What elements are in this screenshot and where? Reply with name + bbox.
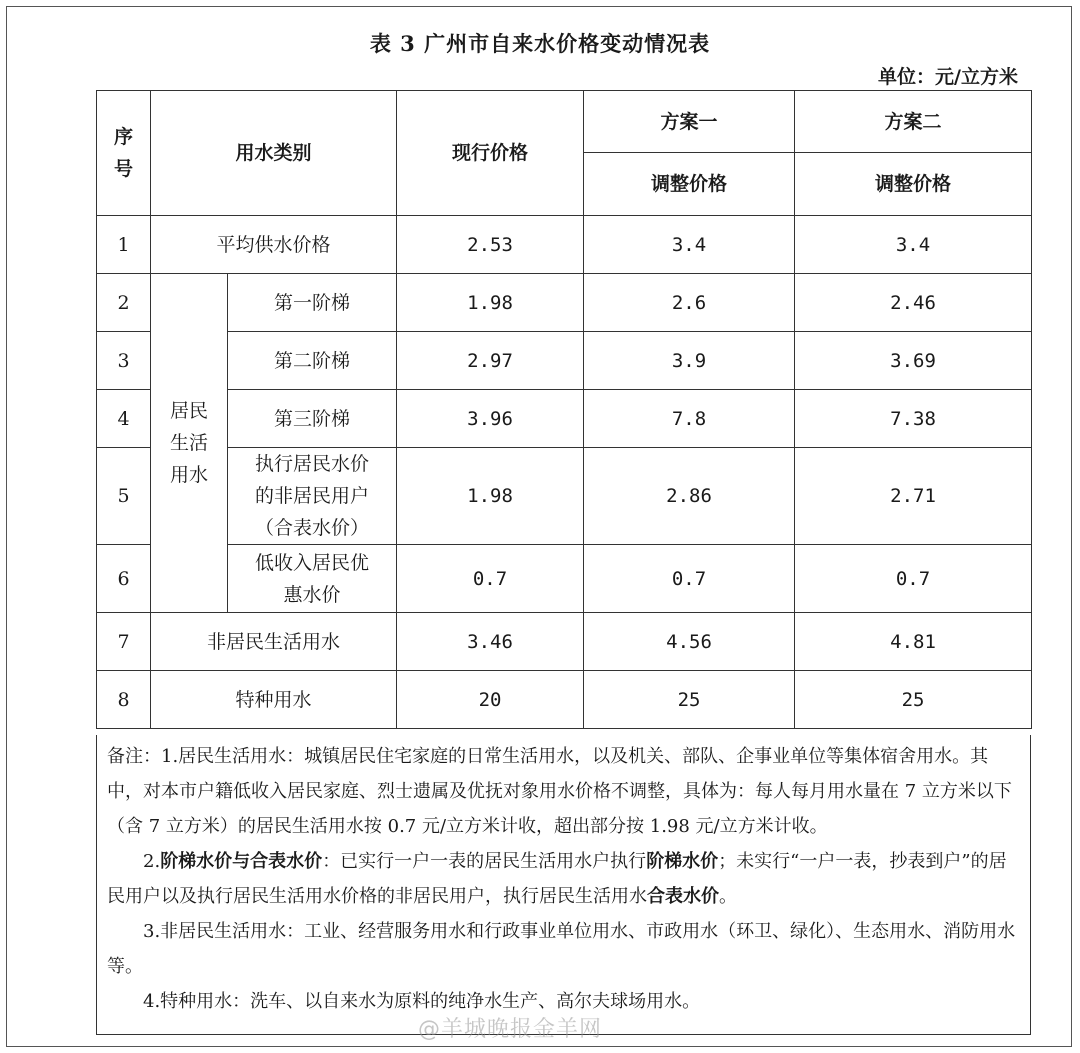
header-adjusted-2: 调整价格 — [795, 153, 1032, 216]
table-row — [97, 613, 1032, 671]
row-category: 平均供水价格 — [151, 216, 397, 274]
row-current-price: 2.53 — [397, 216, 584, 274]
table-row — [97, 545, 1032, 613]
row-category: 第二阶梯 — [228, 332, 397, 390]
header-adjusted-1: 调整价格 — [584, 153, 795, 216]
header-current-price: 现行价格 — [397, 91, 584, 216]
table-title: 表 3 广州市自来水价格变动情况表 — [369, 31, 711, 56]
row-plan1-price: 3.4 — [584, 216, 795, 274]
row-seq: 3 — [97, 332, 151, 390]
row-current-price: 1.98 — [397, 448, 584, 545]
row-current-price: 0.7 — [397, 545, 584, 613]
row-seq: 6 — [97, 545, 151, 613]
row-category: 特种用水 — [151, 671, 397, 729]
row-seq: 4 — [97, 390, 151, 448]
header-row — [97, 91, 1032, 153]
table-row — [97, 216, 1032, 274]
note-4: 4.特种用水：洗车、以自来水为原料的纯净水生产、高尔夫球场用水。 — [143, 991, 701, 1012]
unit-label: 单位：元/立方米 — [878, 66, 1018, 88]
notes-box — [96, 735, 1031, 1035]
row-plan1-price: 7.8 — [584, 390, 795, 448]
row-plan1-price: 3.9 — [584, 332, 795, 390]
price-table — [96, 90, 1032, 729]
table-row — [97, 448, 1032, 545]
note-3: 3.非居民生活用水：工业、经营服务用水和行政事业单位用水、市政用水（环卫、绿化）、生态用水、消防用水等。 — [107, 921, 1016, 977]
row-category: 第一阶梯 — [228, 274, 397, 332]
row-plan1-price: 2.86 — [584, 448, 795, 545]
row-current-price: 20 — [397, 671, 584, 729]
header-seq: 序号 — [97, 91, 151, 216]
row-plan2-price: 3.4 — [795, 216, 1032, 274]
row-category: 低收入居民优惠水价 — [228, 545, 397, 613]
row-plan1-price: 4.56 — [584, 613, 795, 671]
row-seq: 2 — [97, 274, 151, 332]
row-plan2-price: 2.46 — [795, 274, 1032, 332]
table-row — [97, 274, 1032, 332]
row-plan1-price: 25 — [584, 671, 795, 729]
row-plan1-price: 0.7 — [584, 545, 795, 613]
row-plan2-price: 25 — [795, 671, 1032, 729]
table-row — [97, 332, 1032, 390]
row-plan1-price: 2.6 — [584, 274, 795, 332]
row-seq: 8 — [97, 671, 151, 729]
row-seq: 1 — [97, 216, 151, 274]
row-plan2-price: 2.71 — [795, 448, 1032, 545]
header-plan-1: 方案一 — [584, 91, 795, 153]
row-category: 执行居民水价的非居民用户（合表水价） — [228, 448, 397, 545]
row-seq: 5 — [97, 448, 151, 545]
row-category: 第三阶梯 — [228, 390, 397, 448]
row-current-price: 3.96 — [397, 390, 584, 448]
row-seq: 7 — [97, 613, 151, 671]
row-current-price: 3.46 — [397, 613, 584, 671]
note-1: 备注：1.居民生活用水：城镇居民住宅家庭的日常生活用水，以及机关、部队、企事业单位等集体宿舍用水。其中，对本市户籍低收入居民家庭、烈士遗属及优抚对象用水价格不调整，具体为：每人每月用水量在 7 立方米以下（含 7 立方米）的居民生活用水按 0.7 元/立方米计收，超出部分按 1.98 元/立方米计收。 — [107, 746, 1012, 837]
note-2: 2.阶梯水价与合表水价：已实行一户一表的居民生活用水户执行阶梯水价；未实行“一户一表，抄表到户”的居民用户以及执行居民生活用水价格的非居民用户，执行居民生活用水合表水价。 — [107, 851, 1007, 907]
row-category: 非居民生活用水 — [151, 613, 397, 671]
table-row — [97, 671, 1032, 729]
group-resident-water: 居民生活用水 — [151, 274, 228, 613]
row-current-price: 1.98 — [397, 274, 584, 332]
watermark: @羊城晚报金羊网 — [418, 1017, 603, 1042]
row-plan2-price: 0.7 — [795, 545, 1032, 613]
header-category: 用水类别 — [151, 91, 397, 216]
row-plan2-price: 7.38 — [795, 390, 1032, 448]
row-plan2-price: 4.81 — [795, 613, 1032, 671]
row-current-price: 2.97 — [397, 332, 584, 390]
table-row — [97, 390, 1032, 448]
header-plan-2: 方案二 — [795, 91, 1032, 153]
row-plan2-price: 3.69 — [795, 332, 1032, 390]
